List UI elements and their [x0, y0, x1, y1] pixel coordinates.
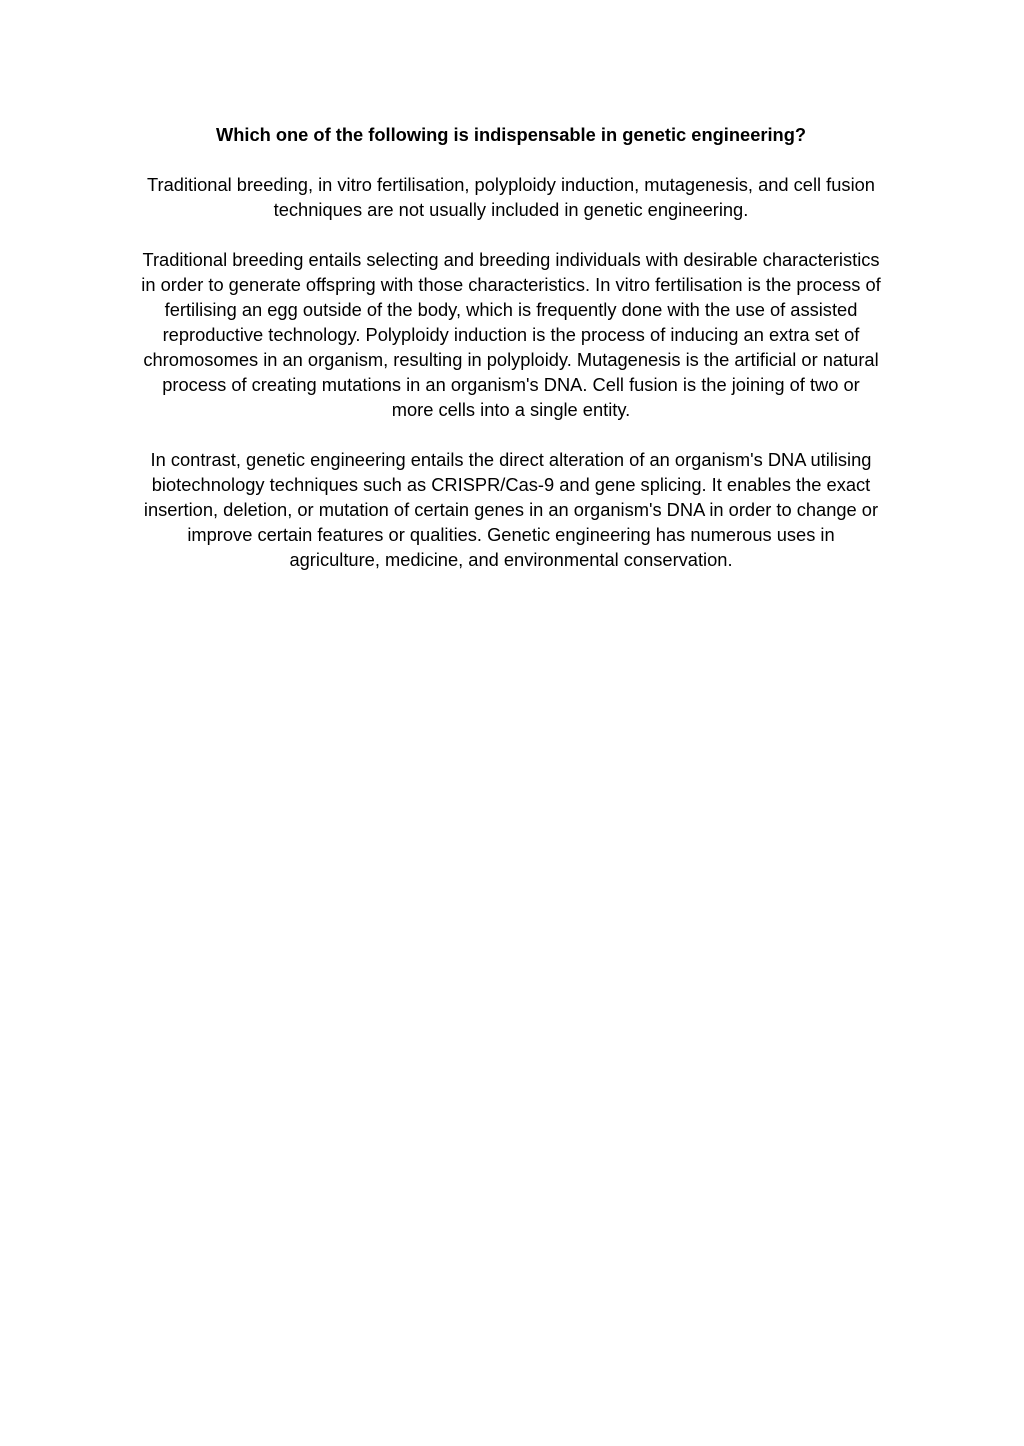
paragraph-intro: Traditional breeding, in vitro fertilisation, polyploidy induction, mutagenesis, and cell fusion techniques are not usually included in genetic engineering. [147, 174, 875, 220]
question-title: Which one of the following is indispensable in genetic engineering? [215, 124, 807, 145]
document-page [140, 122, 882, 597]
paragraph-techniques: Traditional breeding entails selecting and breeding individuals with desirable characteristics in order to generate offspring with those characteristics. In vitro fertilisation is the process of fertilising an egg outside of the body, which is frequently done with the use of assisted reproductive technology. Polyploidy induction is the process of inducing an extra set of chromosomes in an organism, resulting in polyploidy. Mutagenesis is the artificial or natural process of creating mutations in an organism's DNA. Cell fusion is the joining of two or more cells into a single entity. [141, 249, 881, 420]
paragraph-genetic-engineering: In contrast, genetic engineering entails the direct alteration of an organism's DNA utilising biotechnology techniques such as CRISPR/Cas-9 and gene splicing. It enables the exact insertion, deletion, or mutation of certain genes in an organism's DNA in order to change or improve certain features or qualities. Genetic engineering has numerous uses in agriculture, medicine, and environmental conservation. [143, 449, 879, 570]
